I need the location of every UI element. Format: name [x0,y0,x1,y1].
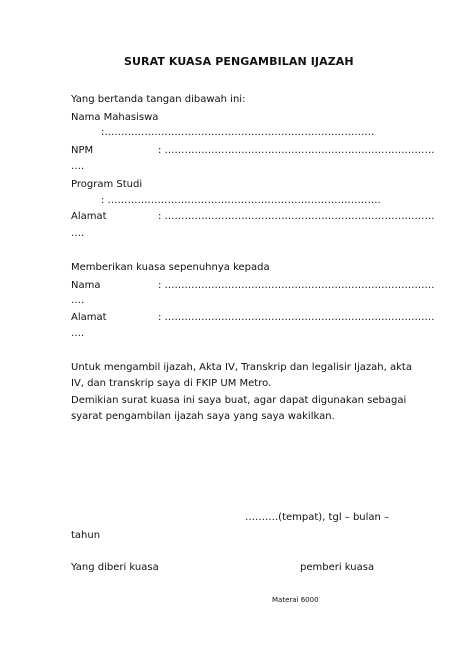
giver-npm-cont: …. [71,161,85,172]
giver-prodi-dots: : ………………………………………………………………………. [101,195,381,206]
receiver-alamat-dots: : ……………………………………………………………………… [158,312,435,323]
giver-alamat-dots: : ……………………………………………………………………… [158,211,435,222]
giver-alamat-label: Alamat [71,211,107,222]
receiver-signature-label: Yang diberi kuasa [71,562,159,573]
grant-text: Memberikan kuasa sepenuhnya kepada [71,262,270,273]
giver-name-dots: :……………………………………………………………………… [101,127,375,138]
giver-name-label: Nama Mahasiswa [71,112,159,123]
giver-npm-label: NPM [71,145,94,156]
stamp-note: Materai 6000 [272,596,319,604]
receiver-name-cont: …. [71,295,85,306]
place-date-cont: tahun [71,530,101,541]
closing-line-2: syarat pengambilan ijazah saya yang saya wakilkan. [71,411,335,422]
receiver-name-dots: : ……………………………………………………………………… [158,280,435,291]
receiver-name-label: Nama [71,280,101,291]
giver-alamat-cont: …. [71,228,85,239]
document-title: SURAT KUASA PENGAMBILAN IJAZAH [124,55,354,68]
intro-text: Yang bertanda tangan dibawah ini: [71,94,246,105]
place-date: ……….(tempat), tgl – bulan – [245,512,390,523]
giver-signature-label: pemberi kuasa [300,562,375,573]
closing-line-1: Demikian surat kuasa ini saya buat, agar dapat digunakan sebagai [71,395,407,406]
giver-prodi-label: Program Studi [71,179,143,190]
receiver-alamat-label: Alamat [71,312,107,323]
purpose-line-1: Untuk mengambil ijazah, Akta IV, Transkrip dan legalisir Ijazah, akta [71,362,412,373]
purpose-line-2: IV, dan transkrip saya di FKIP UM Metro. [71,378,272,389]
giver-npm-dots: : ……………………………………………………………………… [158,145,435,156]
receiver-alamat-cont: …. [71,328,85,339]
